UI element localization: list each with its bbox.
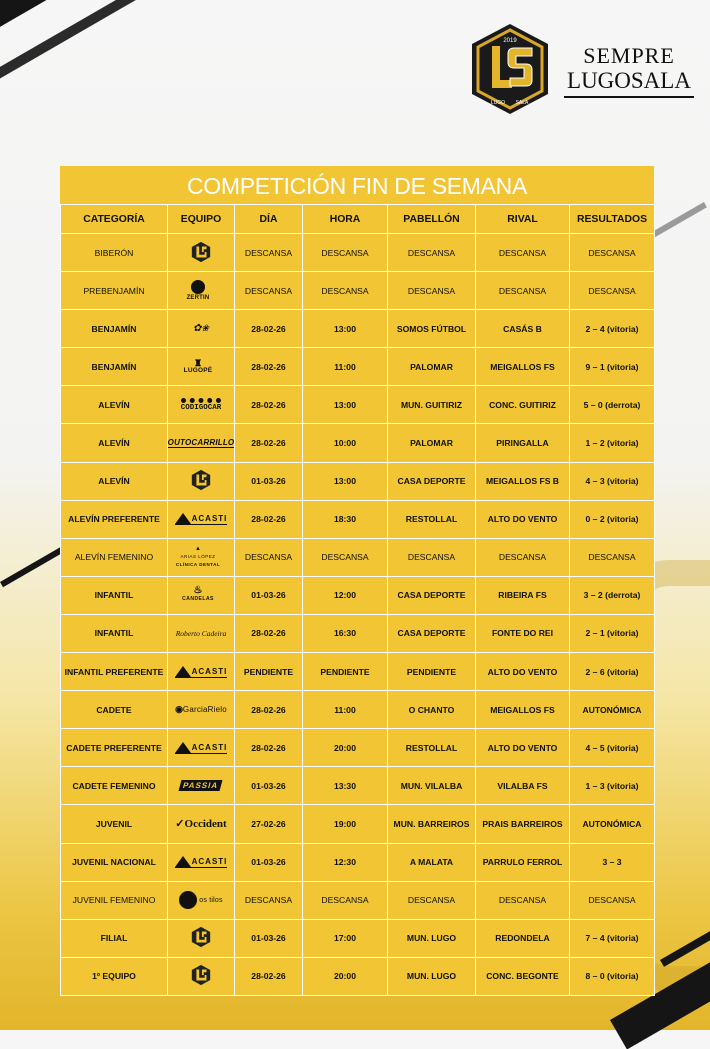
cell-hora: DESCANSA	[303, 272, 388, 310]
cell-dia: 28-02-26	[235, 691, 303, 729]
acasti-logo-icon: ACASTI	[171, 504, 231, 534]
cell-categoria: JUVENIL	[61, 805, 168, 843]
cell-resultado: 1 – 3 (vitoria)	[570, 767, 655, 805]
cell-dia: DESCANSA	[235, 272, 303, 310]
cell-dia: PENDIENTE	[235, 653, 303, 691]
cell-hora: 10:00	[303, 424, 388, 462]
cell-dia: 01-03-26	[235, 843, 303, 881]
cell-pabellon: PALOMAR	[388, 348, 476, 386]
table-row	[61, 653, 655, 691]
cell-pabellon: CASA DEPORTE	[388, 462, 476, 500]
brand-wordmark	[564, 44, 694, 98]
cell-pabellon: DESCANSA	[388, 234, 476, 272]
cell-pabellon: MUN. GUITIRIZ	[388, 386, 476, 424]
cell-resultado: 1 – 2 (vitoria)	[570, 424, 655, 462]
cell-equipo	[168, 729, 235, 767]
table-row	[61, 805, 655, 843]
cell-rival: ALTO DO VENTO	[476, 653, 570, 691]
cell-categoria: ALEVÍN	[61, 462, 168, 500]
cell-resultado: AUTONÓMICA	[570, 805, 655, 843]
cell-rival: CASÁS B	[476, 310, 570, 348]
candelas-logo-icon: ♨ CANDELAS	[182, 585, 214, 603]
logo-caption-right: SALA	[515, 100, 529, 106]
brand-line-2: LUGOSALA	[564, 68, 694, 98]
cell-equipo	[168, 767, 235, 805]
cell-resultado: 3 – 2 (derrota)	[570, 576, 655, 614]
cell-dia: 28-02-26	[235, 348, 303, 386]
cell-hora: 16:30	[303, 614, 388, 652]
table-row	[61, 462, 655, 500]
cell-dia: 28-02-26	[235, 310, 303, 348]
cell-resultado: 7 – 4 (vitoria)	[570, 919, 655, 957]
cell-rival: RIBEIRA FS	[476, 576, 570, 614]
cell-resultado: 2 – 4 (vitoria)	[570, 310, 655, 348]
ls-club-icon	[190, 964, 212, 986]
cell-pabellon: DESCANSA	[388, 272, 476, 310]
table-row	[61, 424, 655, 462]
cell-pabellon: MUN. VILALBA	[388, 767, 476, 805]
cell-pabellon: MUN. BARREIROS	[388, 805, 476, 843]
cell-pabellon: RESTOLLAL	[388, 729, 476, 767]
cell-categoria: INFANTIL	[61, 576, 168, 614]
arias-lopez-logo-icon: ▲ ARIAS LÓPEZ CLÍNICA DENTAL	[175, 546, 221, 568]
cell-dia: 27-02-26	[235, 805, 303, 843]
cell-pabellon: DESCANSA	[388, 881, 476, 919]
cell-resultado: 3 – 3	[570, 843, 655, 881]
cell-equipo	[168, 919, 235, 957]
zertin-logo-icon: ZERTIN	[168, 276, 228, 306]
cell-hora: 20:00	[303, 729, 388, 767]
cell-pabellon: A MALATA	[388, 843, 476, 881]
cell-categoria: BIBERÓN	[61, 234, 168, 272]
cell-resultado: 5 – 0 (derrota)	[570, 386, 655, 424]
header-pabellon: PABELLÓN	[388, 205, 476, 234]
codigocar-logo-icon: CODIGOCAR	[171, 390, 231, 420]
cell-rival: MEIGALLOS FS B	[476, 462, 570, 500]
cell-pabellon: CASA DEPORTE	[388, 614, 476, 652]
cell-categoria: ALEVÍN	[61, 424, 168, 462]
cell-equipo	[168, 843, 235, 881]
cell-equipo	[168, 386, 235, 424]
cell-hora: PENDIENTE	[303, 653, 388, 691]
cell-hora: 12:30	[303, 843, 388, 881]
cell-dia: 01-03-26	[235, 919, 303, 957]
cell-categoria: INFANTIL	[61, 614, 168, 652]
ls-club-icon	[190, 469, 212, 491]
cell-equipo	[168, 348, 235, 386]
table-row	[61, 576, 655, 614]
header-dia: DÍA	[235, 205, 303, 234]
cell-dia: 28-02-26	[235, 500, 303, 538]
table-row	[61, 843, 655, 881]
cell-resultado: DESCANSA	[570, 272, 655, 310]
cell-hora: 20:00	[303, 957, 388, 995]
cell-hora: 12:00	[303, 576, 388, 614]
logo-year: 2019	[503, 38, 517, 44]
cell-hora: 13:00	[303, 462, 388, 500]
cell-rival: ALTO DO VENTO	[476, 729, 570, 767]
cell-rival: DESCANSA	[476, 234, 570, 272]
cell-rival: PIRINGALLA	[476, 424, 570, 462]
cell-hora: 13:00	[303, 310, 388, 348]
cell-hora: 18:30	[303, 500, 388, 538]
cell-equipo	[168, 538, 235, 576]
cell-hora: 11:00	[303, 691, 388, 729]
cell-equipo	[168, 653, 235, 691]
table-header-row	[61, 205, 655, 234]
cell-hora: 13:30	[303, 767, 388, 805]
cell-equipo	[168, 614, 235, 652]
table-row	[61, 881, 655, 919]
logo-caption-left: LUGO	[490, 100, 506, 106]
lugope-logo-icon: ♜ LUGOPÉ	[183, 357, 213, 374]
cell-equipo	[168, 234, 235, 272]
cell-pabellon: SOMOS FÚTBOL	[388, 310, 476, 348]
sponsor-logo-icon: ✿ ❀	[193, 323, 209, 335]
cell-categoria: FILIAL	[61, 919, 168, 957]
cell-dia: 01-03-26	[235, 767, 303, 805]
cell-dia: 28-02-26	[235, 386, 303, 424]
cell-rival: MEIGALLOS FS	[476, 348, 570, 386]
cell-hora: DESCANSA	[303, 881, 388, 919]
cell-resultado: 8 – 0 (vitoria)	[570, 957, 655, 995]
cell-pabellon: MUN. LUGO	[388, 919, 476, 957]
os-tilos-logo-icon: os tilos	[171, 885, 231, 915]
cell-dia: 28-02-26	[235, 424, 303, 462]
cell-pabellon: RESTOLLAL	[388, 500, 476, 538]
schedule-panel	[60, 166, 654, 996]
table-row	[61, 691, 655, 729]
cell-rival: PRAIS BARREIROS	[476, 805, 570, 843]
cell-resultado: 9 – 1 (vitoria)	[570, 348, 655, 386]
cell-categoria: JUVENIL NACIONAL	[61, 843, 168, 881]
cell-hora: 11:00	[303, 348, 388, 386]
acasti-logo-icon: ACASTI	[171, 657, 231, 687]
header-categoria: CATEGORÍA	[61, 205, 168, 234]
ls-club-icon	[190, 926, 212, 948]
cell-rival: CONC. BEGONTE	[476, 957, 570, 995]
autocarrillo-logo-icon: OUTOCARRILLO	[167, 438, 235, 448]
cell-hora: 19:00	[303, 805, 388, 843]
cell-equipo	[168, 424, 235, 462]
cell-resultado: 4 – 5 (vitoria)	[570, 729, 655, 767]
table-row	[61, 767, 655, 805]
cell-dia: DESCANSA	[235, 538, 303, 576]
acasti-logo-icon: ACASTI	[171, 847, 231, 877]
cell-dia: 01-03-26	[235, 576, 303, 614]
cell-categoria: ALEVÍN FEMENINO	[61, 538, 168, 576]
cell-resultado: 2 – 6 (vitoria)	[570, 653, 655, 691]
cell-dia: DESCANSA	[235, 234, 303, 272]
ls-club-icon	[190, 241, 212, 263]
cell-equipo	[168, 576, 235, 614]
cell-rival: ALTO DO VENTO	[476, 500, 570, 538]
club-logo-icon	[468, 22, 552, 116]
table-row	[61, 614, 655, 652]
cell-resultado: DESCANSA	[570, 234, 655, 272]
table-row	[61, 729, 655, 767]
cell-categoria: CADETE FEMENINO	[61, 767, 168, 805]
cell-equipo	[168, 957, 235, 995]
schedule-table	[60, 204, 655, 996]
acasti-logo-icon: ACASTI	[171, 733, 231, 763]
schedule-title: COMPETICIÓN FIN DE SEMANA	[60, 166, 654, 204]
table-row	[61, 310, 655, 348]
cell-pabellon: PALOMAR	[388, 424, 476, 462]
table-row	[61, 272, 655, 310]
header-hora: HORA	[303, 205, 388, 234]
cell-equipo	[168, 462, 235, 500]
table-row	[61, 348, 655, 386]
cell-categoria: BENJAMÍN	[61, 348, 168, 386]
table-row	[61, 919, 655, 957]
cell-resultado: 2 – 1 (vitoria)	[570, 614, 655, 652]
cell-categoria: BENJAMÍN	[61, 310, 168, 348]
club-brand	[468, 22, 698, 116]
cell-categoria: ALEVÍN	[61, 386, 168, 424]
cell-pabellon: DESCANSA	[388, 538, 476, 576]
cell-dia: 28-02-26	[235, 614, 303, 652]
cell-resultado: DESCANSA	[570, 538, 655, 576]
table-row	[61, 957, 655, 995]
cell-equipo	[168, 272, 235, 310]
cell-dia: 01-03-26	[235, 462, 303, 500]
header-equipo: EQUIPO	[168, 205, 235, 234]
roberto-cadeira-logo-icon: Roberto Cadeira	[175, 628, 227, 638]
cell-categoria: 1º EQUIPO	[61, 957, 168, 995]
cell-pabellon: MUN. LUGO	[388, 957, 476, 995]
garcia-rielo-logo-icon: ◉ GarciaRielo	[175, 704, 227, 715]
cell-categoria: INFANTIL PREFERENTE	[61, 653, 168, 691]
brand-line-1: SEMPRE	[583, 43, 675, 68]
cell-rival: DESCANSA	[476, 272, 570, 310]
cell-categoria: CADETE	[61, 691, 168, 729]
cell-rival: CONC. GUITIRIZ	[476, 386, 570, 424]
cell-resultado: 0 – 2 (vitoria)	[570, 500, 655, 538]
cell-rival: VILALBA FS	[476, 767, 570, 805]
cell-rival: DESCANSA	[476, 538, 570, 576]
table-row	[61, 386, 655, 424]
decorative-stripe	[0, 0, 329, 99]
table-row	[61, 538, 655, 576]
table-body	[61, 234, 655, 996]
cell-categoria: CADETE PREFERENTE	[61, 729, 168, 767]
cell-hora: DESCANSA	[303, 234, 388, 272]
cell-pabellon: O CHANTO	[388, 691, 476, 729]
cell-pabellon: CASA DEPORTE	[388, 576, 476, 614]
cell-categoria: PREBENJAMÍN	[61, 272, 168, 310]
cell-equipo	[168, 805, 235, 843]
table-row	[61, 500, 655, 538]
cell-hora: 17:00	[303, 919, 388, 957]
cell-equipo	[168, 310, 235, 348]
cell-hora: DESCANSA	[303, 538, 388, 576]
cell-equipo	[168, 500, 235, 538]
cell-rival: REDONDELA	[476, 919, 570, 957]
cell-equipo	[168, 881, 235, 919]
passia-logo-icon: PASSIA	[171, 771, 231, 801]
cell-categoria: ALEVÍN PREFERENTE	[61, 500, 168, 538]
cell-equipo	[168, 691, 235, 729]
cell-resultado: AUTONÓMICA	[570, 691, 655, 729]
cell-dia: DESCANSA	[235, 881, 303, 919]
occident-logo-icon: ✓ Occident	[175, 817, 227, 831]
table-row	[61, 234, 655, 272]
cell-rival: MEIGALLOS FS	[476, 691, 570, 729]
cell-dia: 28-02-26	[235, 729, 303, 767]
cell-pabellon: PENDIENTE	[388, 653, 476, 691]
header-resultados: RESULTADOS	[570, 205, 655, 234]
cell-hora: 13:00	[303, 386, 388, 424]
cell-rival: PARRULO FERROL	[476, 843, 570, 881]
cell-resultado: 4 – 3 (vitoria)	[570, 462, 655, 500]
header-rival: RIVAL	[476, 205, 570, 234]
cell-rival: DESCANSA	[476, 881, 570, 919]
cell-resultado: DESCANSA	[570, 881, 655, 919]
cell-categoria: JUVENIL FEMENINO	[61, 881, 168, 919]
cell-rival: FONTE DO REI	[476, 614, 570, 652]
cell-dia: 28-02-26	[235, 957, 303, 995]
